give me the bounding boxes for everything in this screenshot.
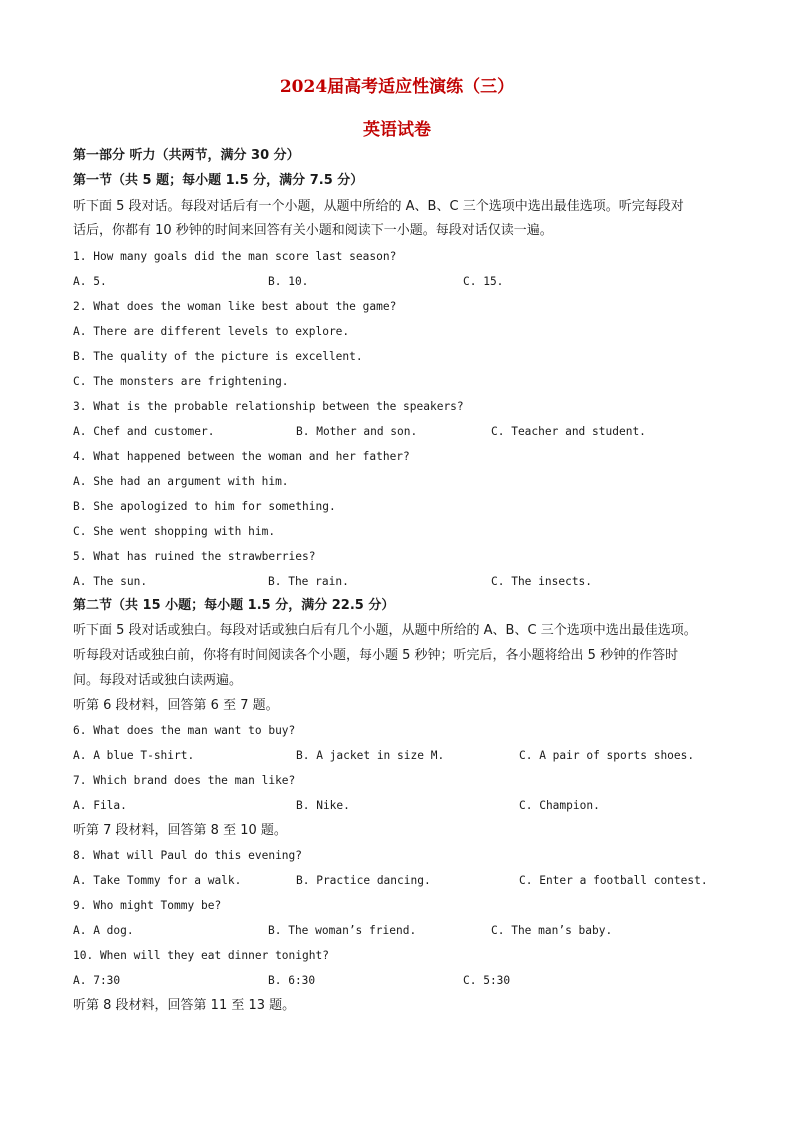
material-6-note: 听第 6 段材料，回答第 6 至 7 题。 <box>73 698 279 713</box>
question-8-option-a: A. Take Tommy for a walk. <box>73 874 242 887</box>
question-7-option-a: A. Fila. <box>73 799 127 812</box>
question-1-option-b: B. 10. <box>268 275 309 288</box>
question-10-option-a: A. 7:30 <box>73 974 121 987</box>
part1-heading: 第一部分 听力（共两节，满分 30 分） <box>73 148 300 163</box>
question-1-stem: 1. How many goals did the man score last season? <box>73 250 397 263</box>
section2-instruction-line2: 听每段对话或独白前，你将有时间阅读各个小题，每小题 5 秒钟；听完后，各小题将给出 5 秒钟的作答时 <box>73 648 679 663</box>
question-4-option-b: B. She apologized to him for something. <box>73 500 336 513</box>
section1-instruction-line1: 听下面 5 段对话。每段对话后有一个小题，从题中所给的 A、B、C 三个选项中选出最佳选项。听完每段对 <box>73 199 684 214</box>
question-5-stem: 5. What has ruined the strawberries? <box>73 550 316 563</box>
question-3-option-a: A. Chef and customer. <box>73 425 215 438</box>
question-9-option-b: B. The woman’s friend. <box>268 924 417 937</box>
section2-instruction-line3: 间。每段对话或独白读两遍。 <box>73 673 243 688</box>
question-9-option-a: A. A dog. <box>73 924 134 937</box>
question-3-option-c: C. Teacher and student. <box>491 425 646 438</box>
material-8-note: 听第 8 段材料，回答第 11 至 13 题。 <box>73 998 296 1013</box>
question-4-option-c: C. She went shopping with him. <box>73 525 276 538</box>
question-5-option-a: A. The sun. <box>73 575 148 588</box>
question-8-option-c: C. Enter a football contest. <box>519 874 708 887</box>
question-1-option-a: A. 5. <box>73 275 107 288</box>
question-2-stem: 2. What does the woman like best about the game? <box>73 300 397 313</box>
question-2-option-a: A. There are different levels to explore. <box>73 325 350 338</box>
question-1-option-c: C. 15. <box>463 275 504 288</box>
section2-heading: 第二节（共 15 小题；每小题 1.5 分，满分 22.5 分） <box>73 598 395 613</box>
section1-instruction-line2: 话后，你都有 10 秒钟的时间来回答有关小题和阅读下一小题。每段对话仅读一遍。 <box>73 223 553 238</box>
question-10-option-b: B. 6:30 <box>268 974 316 987</box>
question-4-stem: 4. What happened between the woman and her father? <box>73 450 410 463</box>
question-5-option-b: B. The rain. <box>268 575 349 588</box>
section1-heading: 第一节（共 5 题；每小题 1.5 分，满分 7.5 分） <box>73 173 364 188</box>
question-7-stem: 7. Which brand does the man like? <box>73 774 296 787</box>
question-6-option-c: C. A pair of sports shoes. <box>519 749 695 762</box>
section2-instruction-line1: 听下面 5 段对话或独白。每段对话或独白后有几个小题，从题中所给的 A、B、C 三个选项中选出最佳选项。 <box>73 623 697 638</box>
question-6-stem: 6. What does the man want to buy? <box>73 724 296 737</box>
question-6-option-b: B. A jacket in size M. <box>296 749 445 762</box>
question-2-option-c: C. The monsters are frightening. <box>73 375 289 388</box>
question-9-option-c: C. The man’s baby. <box>491 924 613 937</box>
question-6-option-a: A. A blue T-shirt. <box>73 749 195 762</box>
question-2-option-b: B. The quality of the picture is excellent. <box>73 350 363 363</box>
question-8-stem: 8. What will Paul do this evening? <box>73 849 303 862</box>
material-7-note: 听第 7 段材料，回答第 8 至 10 题。 <box>73 823 287 838</box>
question-3-option-b: B. Mother and son. <box>296 425 418 438</box>
question-5-option-c: C. The insects. <box>491 575 593 588</box>
question-10-stem: 10. When will they eat dinner tonight? <box>73 949 329 962</box>
exam-subtitle: 英语试卷 <box>363 120 431 140</box>
question-9-stem: 9. Who might Tommy be? <box>73 899 222 912</box>
question-4-option-a: A. She had an argument with him. <box>73 475 289 488</box>
question-8-option-b: B. Practice dancing. <box>296 874 431 887</box>
question-3-stem: 3. What is the probable relationship between the speakers? <box>73 400 464 413</box>
question-7-option-b: B. Nike. <box>296 799 350 812</box>
exam-title: 2024届高考适应性演练（三） <box>279 77 515 97</box>
question-10-option-c: C. 5:30 <box>463 974 511 987</box>
question-7-option-c: C. Champion. <box>519 799 600 812</box>
